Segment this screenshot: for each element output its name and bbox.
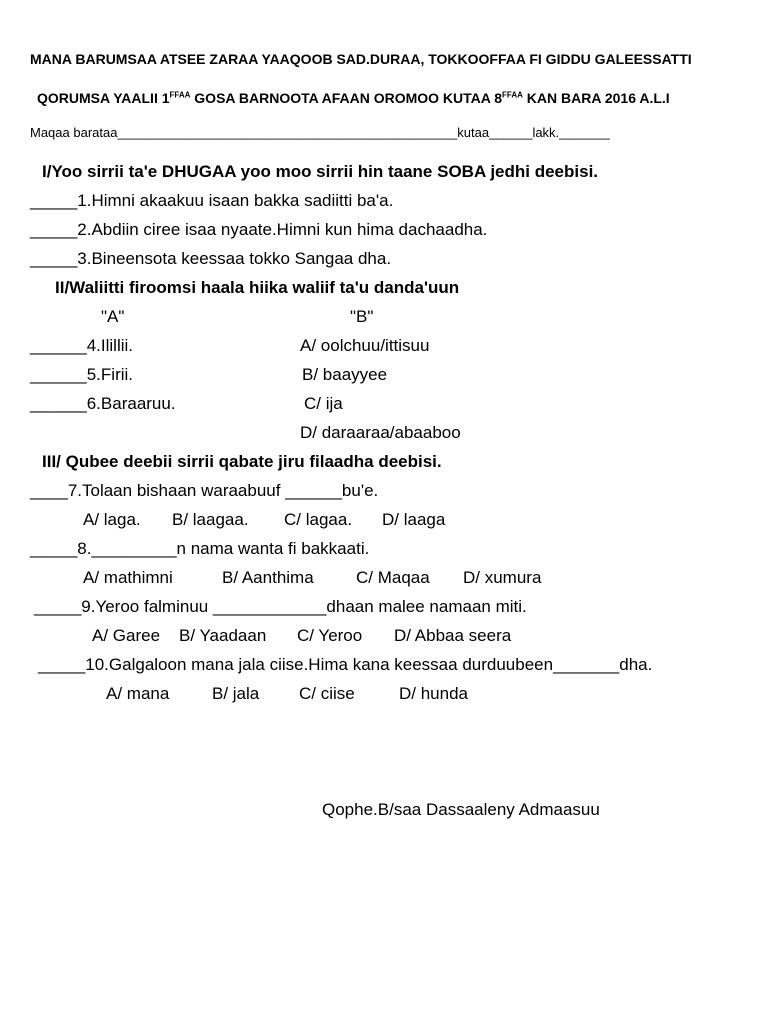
prepared-by: Qophe.B/saa Dassaaleny Admaasuu [322,800,600,819]
question-7-option-c: C/ lagaa. [284,510,353,529]
match-item-5: ______5.Firii. [30,365,134,384]
match-item-6: ______6.Baraaruu. [30,394,176,413]
question-8: _____8._________n nama wanta fi bakkaati. [30,539,370,558]
section-2-instruction: II/Waliitti firoomsi haala hiika waliif ta'u danda'uun [55,278,460,297]
question-7-option-b: B/ laagaa. [172,510,249,529]
question-1: _____1.Himni akaakuu isaan bakka sadiitti ba'a. [30,191,394,210]
match-option-d: D/ daraaraa/abaaboo [300,423,461,442]
column-a-header: "A" [101,307,125,326]
question-9-option-a: A/ Garee [92,626,161,645]
column-b-header: "B" [350,307,374,326]
question-7: ____7.Tolaan bishaan waraabuuf ______bu'e. [30,481,379,500]
school-name: MANA BARUMSAA ATSEE ZARAA YAAQOOB SAD.DURAA, TOKKOOFFAA FI GIDDU GALEESSATTI [30,51,692,67]
question-10-option-d: D/ hunda [399,684,468,703]
question-3: _____3.Bineensota keessaa tokko Sangaa dha. [30,249,392,268]
question-7-option-a: A/ laga. [83,510,141,529]
question-10: _____10.Galgaloon mana jala ciise.Hima kana keessaa durduubeen_______dha. [38,655,653,674]
question-9: _____9.Yeroo falminuu ____________dhaan malee namaan miti. [34,597,527,616]
match-option-c: C/ ija [304,394,343,413]
question-8-option-d: D/ xumura [463,568,542,587]
section-3-instruction: III/ Qubee deebii sirrii qabate jiru filaadha deebisi. [42,452,442,471]
question-8-option-a: A/ mathimni [83,568,173,587]
match-option-a: A/ oolchuu/ittisuu [300,336,430,355]
question-10-option-b: B/ jala [212,684,260,703]
exam-title: QORUMSA YAALII $1^{FFAA}$ GOSA BARNOOTA AFAAN OROMOO KUTAA $8^{FFAA}$ KAN BARA 2016 A.L.I [37,90,670,106]
question-10-option-a: A/ mana [106,684,170,703]
question-9-option-b: B/ Yaadaan [179,626,267,645]
question-9-option-d: D/ Abbaa seera [394,626,512,645]
student-info-line: Maqaa barataa_______________________________________________kutaa______lakk._______ [30,125,610,140]
question-2: _____2.Abdiin ciree isaa nyaate.Himni kun hima dachaadha. [30,220,488,239]
question-9-option-c: C/ Yeroo [297,626,363,645]
match-item-4: ______4.Ilillii. [30,336,134,355]
question-8-option-c: C/ Maqaa [356,568,430,587]
question-8-option-b: B/ Aanthima [222,568,314,587]
question-10-option-c: C/ ciise [299,684,355,703]
section-1-instruction: I/Yoo sirrii ta'e DHUGAA yoo moo sirrii hin taane SOBA jedhi deebisi. [42,162,599,181]
match-option-b: B/ baayyee [302,365,388,384]
question-7-option-d: D/ laaga [382,510,446,529]
